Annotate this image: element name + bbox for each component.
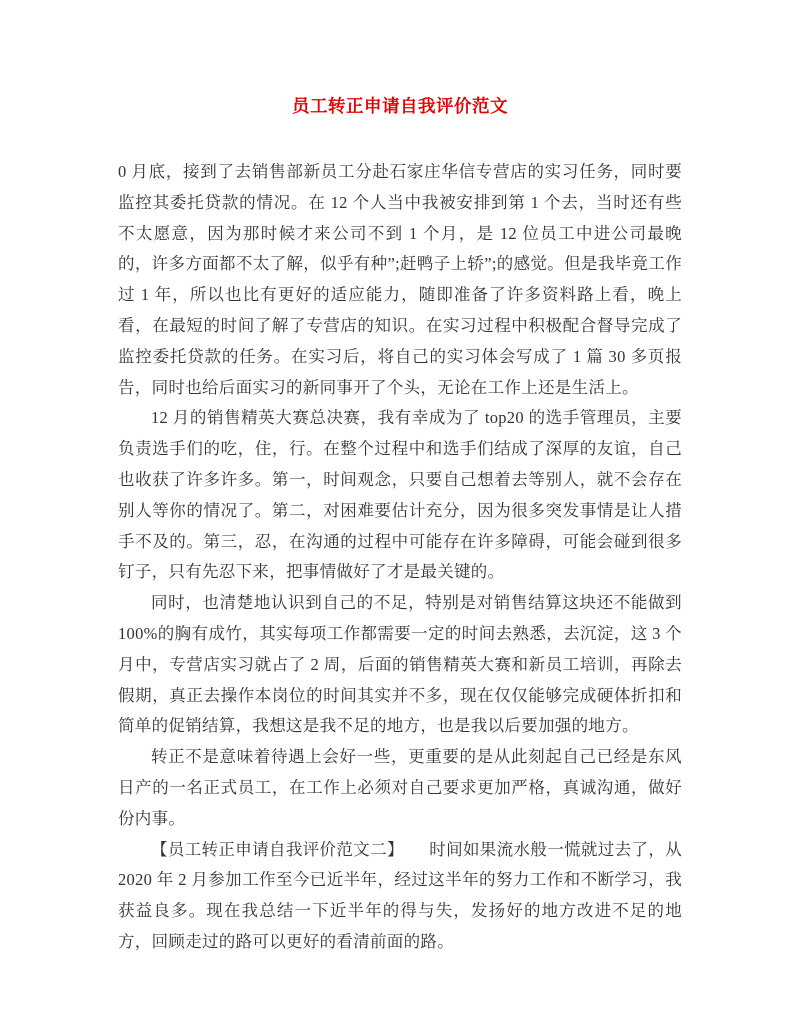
paragraph-1: 0 月底，接到了去销售部新员工分赴石家庄华信专营店的实习任务，同时要监控其委托贷款的情况。在 12 个人当中我被安排到第 1 个去，当时还有些不太愿意，因为那时候才来公司不到 1 个月，是 12 位员工中进公司最晚的，许多方面都不太了解，似乎有种”;赶鸭子上轿”;的感觉。但是我毕竟工作过 1 年，所以也比有更好的适应能力，随即准备了许多资料路上看，晚上看，在最短的时间了解了专营店的知识。在实习过程中积极配合督导完成了监控委托贷款的任务。在实习后，将自己的实习体会写成了 1 篇 30 多页报告，同时也给后面实习的新同事开了个头，无论在工作上还是生活上。 <box>118 162 682 397</box>
paragraph-3: 同时，也清楚地认识到自己的不足，特别是对销售结算这块还不能做到 100%的胸有成竹，其实每项工作都需要一定的时间去熟悉，去沉淀，这 3 个月中，专营店实习就占了 2 周，后面的销售精英大赛和新员工培训，再除去假期，真正去操作本岗位的时间其实并不多，现在仅仅能够完成硬体折扣和简单的促销结算，我想这是我不足的地方，也是我以后要加强的地方。 <box>118 593 682 736</box>
document-title: 员工转正申请自我评价范文 <box>292 96 508 116</box>
paragraph-5: 【员工转正申请自我评价范文二】 时间如果流水般一慌就过去了，从 2020 年 2 月参加工作至今已近半年，经过这半年的努力工作和不断学习，我获益良多。现在我总结一下近半年的得与失，发扬好的地方改进不足的地方，回顾走过的路可以更好的看清前面的路。 <box>118 839 682 951</box>
paragraph-2: 12 月的销售精英大赛总决赛，我有幸成为了 top20 的选手管理员，主要负责选手们的吃，住，行。在整个过程中和选手们结成了深厚的友谊，自己也收获了许多许多。第一，时间观念，只要自己想着去等别人，就不会存在别人等你的情况了。第二，对困难要估计充分，因为很多突发事情是让人措手不及的。第三，忍，在沟通的过程中可能存在许多障碍，可能会碰到很多钉子，只有先忍下来，把事情做好了才是最关键的。 <box>118 408 682 582</box>
paragraph-4: 转正不是意味着待遇上会好一些，更重要的是从此刻起自己已经是东风日产的一名正式员工，在工作上必须对自己要求更加严格，真诚沟通，做好份内事。 <box>118 747 682 828</box>
document-body <box>118 157 682 958</box>
